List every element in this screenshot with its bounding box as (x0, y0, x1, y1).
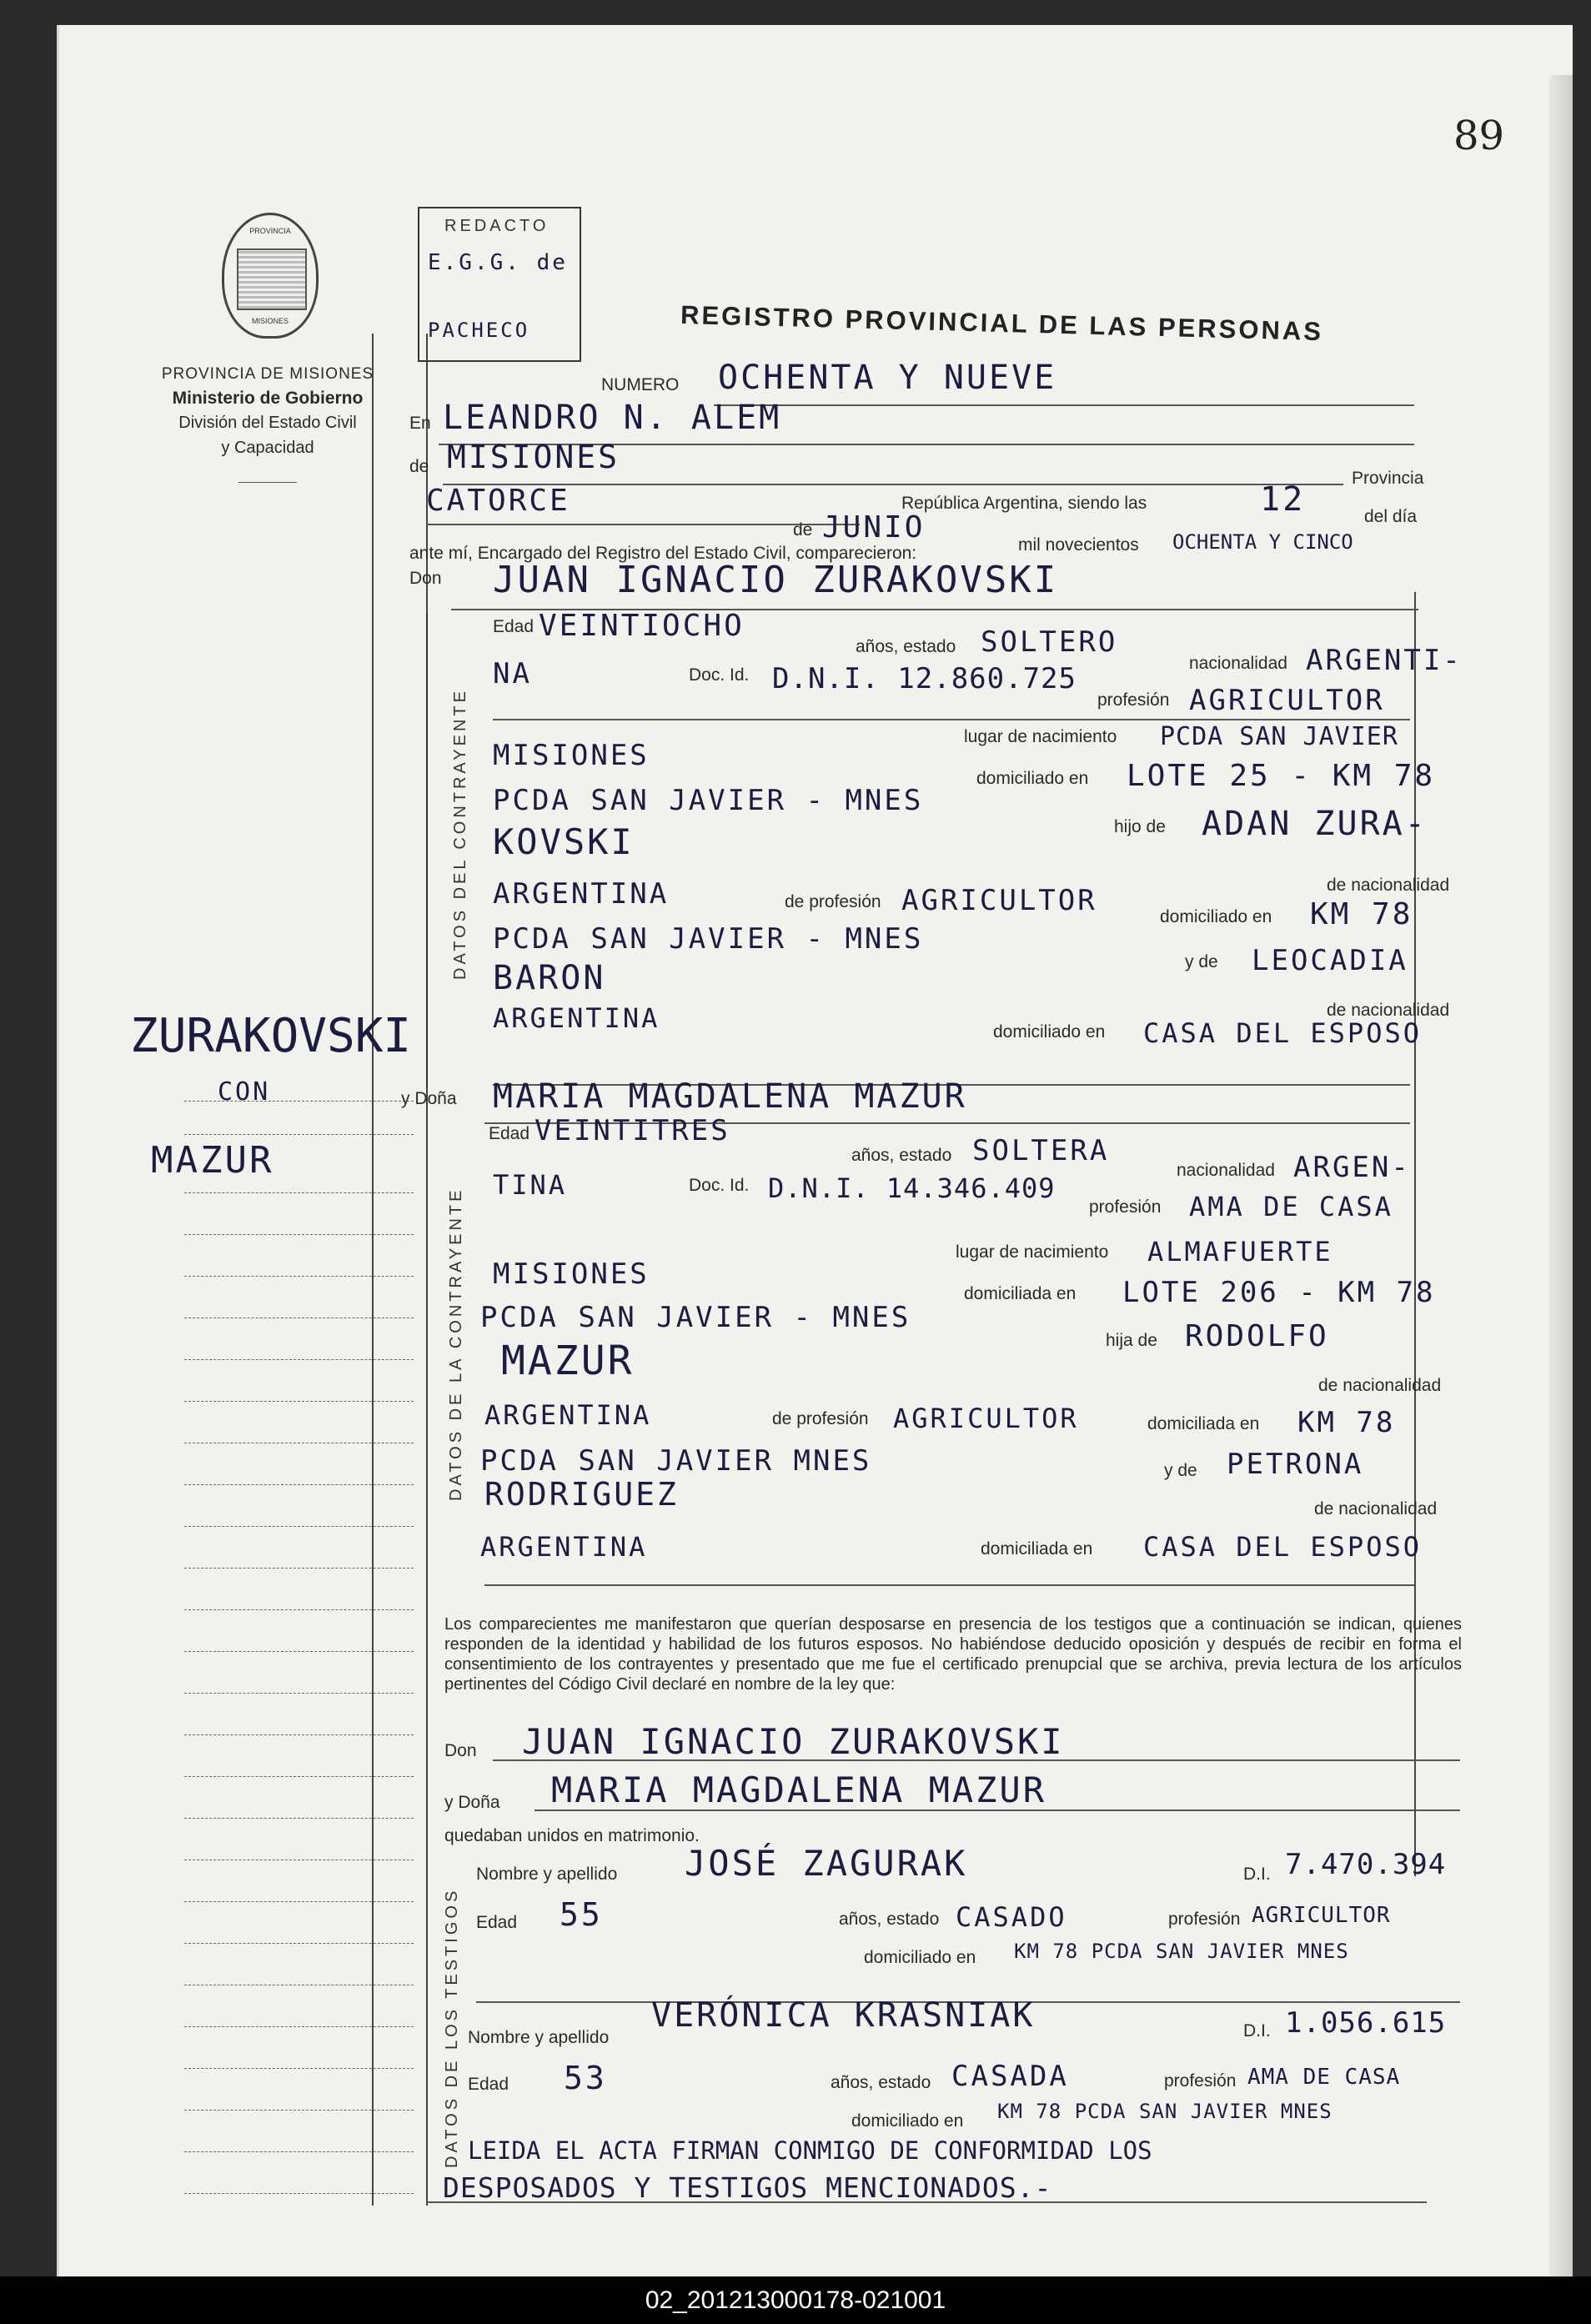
document-title: REGISTRO PROVINCIAL DE LAS PERSONAS (680, 299, 1324, 347)
acta-anio: OCHENTA Y CINCO (1172, 530, 1353, 554)
acta-dia: CATORCE (426, 484, 570, 518)
page-edge (1549, 75, 1573, 2276)
label-numero: NUMERO (601, 375, 680, 394)
acta-provincia: MISIONES (447, 439, 620, 475)
province-seal: PROVINCIA MISIONES (222, 213, 319, 339)
org-line-4: y Capacidad (221, 439, 314, 457)
declarado-dona: MARIA MAGDALENA MAZUR (551, 1769, 1047, 1810)
label-datos-contrayente: DATOS DEL CONTRAYENTE (451, 688, 469, 980)
acta-mes: JUNIO (822, 510, 926, 545)
acta-lugar: LEANDRO N. ALEM (443, 399, 782, 437)
redacto-stamp: REDACTO E.G.G. de PACHECO (418, 207, 581, 362)
org-line-3: División del Estado Civil (178, 414, 357, 432)
margin-con: CON (218, 1077, 271, 1107)
declarado-don: JUAN IGNACIO ZURAKOVSKI (522, 1721, 1065, 1762)
org-line-1: PROVINCIA DE MISIONES (161, 365, 374, 383)
label-datos-contrayente-f: DATOS DE LA CONTRAYENTE (447, 1187, 465, 1501)
margin-apellido-1: ZURAKOVSKI (130, 1009, 412, 1063)
testigo1-di: 7.470.394 (1285, 1848, 1447, 1881)
testigo1-nombre: JOSÉ ZAGURAK (685, 1843, 968, 1884)
org-line-2: Ministerio de Gobierno (172, 389, 364, 408)
testigo2-edad: 53 (564, 2060, 607, 2096)
margin-apellido-2: MAZUR (151, 1139, 274, 1182)
contrayente-nombre: JUAN IGNACIO ZURAKOVSKI (493, 559, 1059, 601)
acta-numero: OCHENTA Y NUEVE (718, 359, 1057, 397)
contrayente-f-nombre: MARIA MAGDALENA MAZUR (493, 1077, 967, 1116)
declaration-paragraph: Los comparecientes me manifestaron que querían desposarse en presencia de los testigos que a continuación se indican, quienes responden de la identidad y habilidad de los futuros esposos. No habiéndose deducido oposición y después de recibir en forma el consentimiento de los contrayentes y presentado que me fue el certificado prenupcial que se archiva, previa lectura de los artículos pertinentes del Código Civil declaré en nombre de la ley que: (444, 1615, 1462, 1694)
label-datos-testigos: DATOS DE LOS TESTIGOS (443, 1887, 461, 2168)
footer-caption: 02_201213000178-021001 (0, 2276, 1591, 2324)
closing-line-1: LEIDA EL ACTA FIRMAN CONMIGO DE CONFORMIDAD LOS (468, 2136, 1152, 2165)
acta-hora: 12 (1260, 480, 1306, 519)
testigo2-nombre: VERÓNICA KRASNIAK (651, 1996, 1036, 2035)
testigo2-di: 1.056.615 (1285, 2006, 1447, 2040)
closing-line-2: DESPOSADOS Y TESTIGOS MENCIONADOS.- (443, 2171, 1052, 2204)
testigo1-edad: 55 (560, 1896, 603, 1933)
page-number: 89 (1453, 113, 1505, 159)
register-page: 89 PROVINCIA MISIONES PROVINCIA DE MISIONES Ministerio de Gobierno División del Estado Civil y Capacidad REDACTO E.G.G. de PACHECO REGISTRO PROVINCIAL DE LAS PERSONAS NUMERO OCHENTA Y NUEVE En LEANDRO N. ALEM de MISIONES Provincia CATORCE República Argentina, siendo las 12 del día de JUNIO mil novecientos OCHENTA Y CINCO ante mí, Encargado del Registro del Estado Civil, comparecieron: Don JUAN IGNACIO ZURAKOVSKI DATOS DEL CONTRAYENTE Edad VEINTIOCHO años, estado SOLTERO nacionalidad ARGENTI- NA Doc. Id. D.N.I. 12.860.725 profesión AGRICULTOR lugar de nacimiento PCDA SAN JAVIER MISIONES domiciliado en LOTE 25 - KM 78 PCDA SAN JAVIER - MNES hijo de ADAN ZURA- KOVSKI de nacionalidad ARGENTINA de profesión AGRICULTOR domiciliado en KM 78 PCDA SAN JAVIER - MNES y de LEOCADIA BARON de nacionalidad ARGENTINA domiciliado en CASA DEL ESPOSO ZURAKOVSKI CON MAZUR y Doña MARIA MAGDALENA MAZUR DATOS DE LA CONTRAYENTE Edad VEINTITRES años, estado SOLTERA nacionalidad ARGEN- TINA Doc. Id. D.N.I. 14.346.409 profesión AMA DE CASA lugar de nacimiento ALMAFUERTE MISIONES domiciliada en LOTE 206 - KM 78 PCDA SAN JAVIER - MNES hija de RODOLFO MAZUR de nacionalidad ARGENTINA de profesión AGRICULTOR domiciliada en KM 78 PCDA SAN JAVIER MNES y de PETRONA RODRIGUEZ de nacionalidad ARGENTINA domiciliada en CASA DEL ESPOSO Los comparecientes me manifestaron que querían desposarse en presencia de los testigos que a continuación se indican, quienes responden de la identidad y habilidad de los futuros esposos. No habiéndose deducido oposición y después de recibir en forma el consentimiento de los contrayentes y presentado que me fue el certificado prenupcial que se archiva, previa lectura de los artículos pertinentes del Código Civil declaré en nombre de la ley que: Don JUAN IGNACIO ZURAKOVSKI y Doña MARIA MAGDALENA MAZUR quedaban unidos en matrimonio. DATOS DE LOS TESTIGOS Nombre y apellido JOSÉ ZAGURAK D.I. 7.470.394 Edad 55 años, estado CASADO profesión AGRICULTOR domiciliado en KM 78 PCDA SAN JAVIER MNES Nombre y apellido VERÓNICA KRASNIAK D.I. 1.056.615 Edad 53 años, estado CASADA profesión AMA DE CASA domiciliado en KM 78 PCDA SAN JAVIER MNES LEIDA EL ACTA FIRMAN CONMIGO DE CONFORMIDAD LOS DESPOSADOS Y TESTIGOS MENCIONADOS.- (57, 25, 1573, 2276)
